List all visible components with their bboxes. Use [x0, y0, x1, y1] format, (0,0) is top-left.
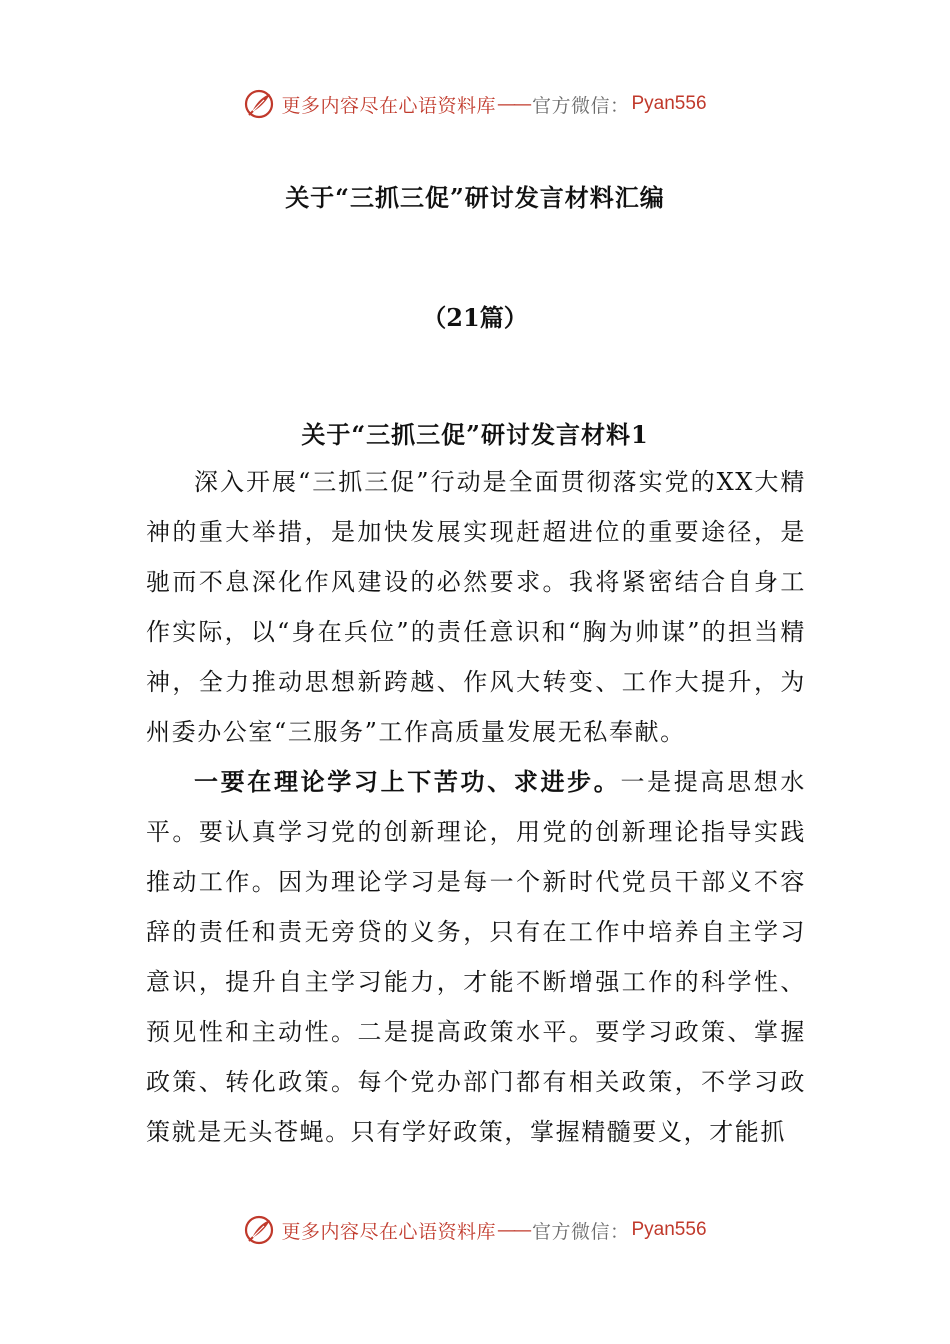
header-watermark — [0, 84, 950, 124]
paragraph-text: 深入开展“三抓三促”行动是全面贯彻落实党的XX大精神的重大举措，是加快发展实现赶超进位的重要途径，是驰而不息深化作风建设的必然要求。我将紧密结合自身工作实际，以“身在兵位”的责任意识和“胸为帅谋”的担当精神，全力推动思想新跨越、作风大转变、工作大提升，为州委办公室“三服务”工作高质量发展无私奉献。 — [146, 468, 806, 746]
feather-pen-logo-icon — [243, 88, 275, 120]
footer-watermark — [0, 1210, 950, 1250]
watermark-text: 更多内容尽在心语资料库 — [281, 1220, 496, 1243]
watermark-dash: —— — [496, 93, 529, 115]
watermark-text: 更多内容尽在心语资料库 — [281, 94, 496, 117]
paragraph-lead: 一要在理论学习上下苦功、求进步。 — [194, 767, 621, 797]
watermark-id: Pyan556 — [631, 93, 707, 114]
feather-pen-logo-icon — [243, 1214, 275, 1246]
paragraph — [146, 757, 806, 1157]
document-count: （21篇） — [422, 303, 528, 332]
document-title: 关于“三抓三促”研讨发言材料汇编 — [285, 183, 665, 212]
watermark-label: 官方微信： — [531, 1220, 630, 1243]
watermark-dash: —— — [496, 1219, 529, 1241]
watermark-label: 官方微信： — [531, 94, 630, 117]
watermark-id: Pyan556 — [631, 1219, 707, 1240]
body-text — [146, 458, 806, 1158]
section-title: 关于“三抓三促”研讨发言材料1 — [301, 420, 649, 449]
paragraph — [146, 458, 806, 757]
paragraph-text: 一是提高思想水平。要认真学习党的创新理论，用党的创新理论指导实践推动工作。因为理论学习是每一个新时代党员干部义不容辞的责任和责无旁贷的义务，只有在工作中培养自主学习意识，提升自主学习能力，才能不断增强工作的科学性、预见性和主动性。二是提高政策水平。要学习政策、掌握政策、转化政策。每个党办部门都有相关政策，不学习政策就是无头苍蝇。只有学好政策，掌握精髓要义，才能抓 — [146, 768, 806, 1146]
